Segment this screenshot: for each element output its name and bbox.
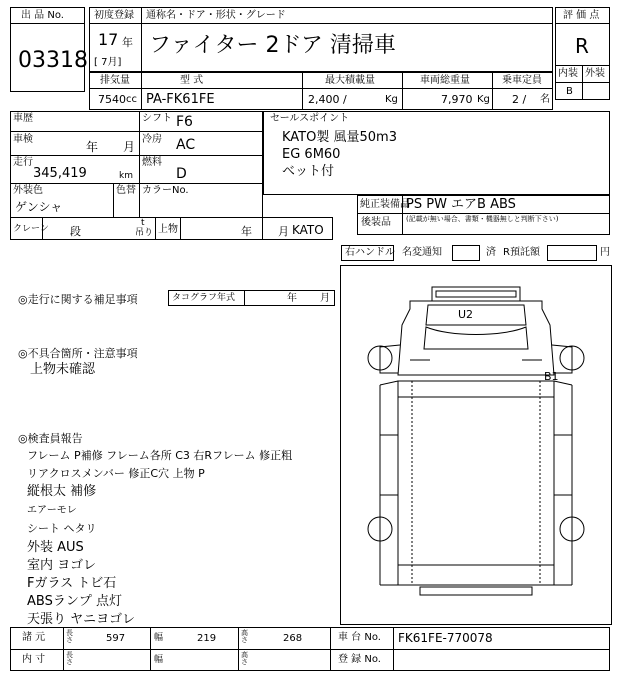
fuel-value: D: [176, 166, 187, 182]
mileage-label: 走行: [13, 157, 33, 168]
tachograph-month: 月: [320, 293, 330, 304]
interior-score: B: [566, 86, 573, 97]
shift-label: シフト: [142, 113, 172, 124]
sales-point-3: ベット付: [282, 164, 335, 179]
exterior-score-label: 外装: [585, 68, 605, 79]
truck-damage-diagram: [340, 265, 612, 625]
color-change-label: 色替: [116, 185, 136, 196]
capacity-label: 乗車定員: [502, 75, 542, 86]
mileage: 345,419: [33, 166, 87, 181]
inspector-report-label: ◎検査員報告: [18, 432, 83, 445]
genuine-equipment: PS PW エアB ABS: [406, 197, 516, 212]
inspector-line-10: 天張り ヤニヨゴレ: [27, 612, 136, 627]
model-name: ファイター 2ドア 清掃車: [149, 33, 396, 58]
lot-number-label: 出 品 No.: [21, 10, 64, 21]
crane-label: クレーン: [13, 224, 49, 234]
displacement-unit: cc: [126, 94, 137, 105]
gross-weight-unit: Kg: [477, 94, 490, 105]
interior-score-label: 内装: [558, 68, 578, 79]
damage-mark-u2: U2: [458, 308, 474, 321]
capacity-unit: 名: [540, 94, 550, 105]
sales-points-label: セールスポイント: [270, 113, 350, 124]
chassis-label: 車 台 No.: [338, 632, 381, 643]
max-load-unit: Kg: [385, 94, 398, 105]
sales-point-1: KATO製 風量50m3: [282, 130, 397, 145]
defect-1: 上物未確認: [30, 362, 96, 377]
model-code-label: 型 式: [180, 75, 204, 86]
tachograph-label: タコグラフ年式: [172, 293, 236, 303]
registration-month: [ 7月]: [94, 57, 122, 68]
interior-length-label: 長さ: [66, 651, 73, 667]
gross-weight: 7,970: [441, 93, 473, 106]
shift-value: F6: [176, 114, 193, 130]
score-label: 評 価 点: [563, 10, 600, 21]
first-registration-label: 初度登録: [94, 10, 134, 21]
max-load: 2,400 /: [308, 93, 347, 106]
inspector-line-8: Fガラス トビ石: [27, 576, 117, 591]
sales-point-2: EG 6M60: [282, 147, 341, 162]
crane-tons: t: [141, 218, 145, 228]
height-label: 高さ: [241, 629, 248, 645]
crane-lift: 吊り: [135, 228, 154, 238]
length-label: 長さ: [66, 629, 73, 645]
max-load-label: 最大積載量: [325, 75, 375, 86]
inspection-label: 車検: [13, 134, 33, 145]
chassis-number: FK61FE-770078: [398, 631, 493, 645]
aftermarket-note: (記載が無い場合、書類・機器無しと判断下さい): [406, 215, 559, 223]
displacement: 7540: [98, 93, 126, 106]
defects-label: ◎不具合箇所・注意事項: [18, 347, 138, 360]
inspection-month: 月: [123, 140, 136, 154]
model-code: PA-FK61FE: [146, 92, 215, 107]
width-value: 219: [197, 633, 217, 644]
recycle-yen-unit: 円: [600, 247, 610, 258]
ac-label: 冷房: [142, 134, 162, 145]
capacity: 2 /: [512, 93, 527, 106]
driving-notes-label: ◎走行に関する補足事項: [18, 293, 138, 306]
inspector-line-4: エアーモレ: [27, 505, 77, 516]
name-change-box: [452, 245, 480, 261]
recycle-settled-label: 済: [486, 247, 496, 258]
displacement-label: 排気量: [100, 75, 130, 86]
exterior-color-label: 外装色: [13, 185, 43, 196]
fuel-label: 燃料: [142, 157, 162, 168]
inspector-line-2: リアクロスメンバー 修正C穴 上物 P: [27, 467, 205, 480]
recycle-deposit-label: R預託額: [503, 247, 540, 258]
history-label: 車歴: [13, 113, 33, 124]
upper-body-label: 上物: [158, 224, 178, 235]
ac-value: AC: [176, 137, 196, 153]
gross-weight-label: 車両総重量: [420, 75, 470, 86]
upper-body-month: 月: [278, 225, 289, 238]
name-change-label: 名変通知: [402, 247, 442, 258]
damage-mark-b1: B1: [544, 370, 559, 383]
inspector-line-6: 外装 AUS: [27, 540, 84, 555]
aftermarket-label: 後装品: [361, 217, 391, 228]
interior-height-label: 高さ: [241, 651, 248, 667]
dims-label: 諸 元: [22, 632, 46, 643]
interior-width-label: 幅: [154, 655, 164, 665]
crane-stages: 段: [70, 225, 81, 238]
upper-body-year: 年: [241, 225, 252, 238]
genuine-equipment-label: 純正装備品: [360, 199, 410, 210]
height-value: 268: [283, 633, 303, 644]
registration-year-unit: 年: [122, 36, 133, 49]
overall-score: R: [575, 34, 589, 58]
length-value: 597: [106, 633, 126, 644]
color-number-label: カラーNo.: [142, 185, 189, 196]
interior-dims-label: 内 寸: [22, 654, 46, 665]
inspector-line-1: フレーム P補修 フレーム各所 C3 右Rフレーム 修正粗: [27, 449, 293, 462]
upper-body-maker: KATO: [292, 223, 324, 237]
handle-position: 右ハンドル: [345, 247, 395, 258]
exterior-color: ゲンシャ: [15, 200, 63, 214]
inspector-line-9: ABSランプ 点灯: [27, 594, 122, 609]
recycle-deposit-box: [547, 245, 597, 261]
inspector-line-7: 室内 ヨゴレ: [27, 558, 97, 573]
registration-year: 17: [98, 30, 119, 49]
inspector-line-5: シート ヘタリ: [27, 522, 97, 535]
inspection-year: 年: [86, 140, 99, 154]
mileage-unit: km: [119, 171, 133, 181]
tachograph-year: 年: [287, 293, 297, 304]
width-label: 幅: [154, 633, 164, 643]
lot-number: 03318: [18, 48, 88, 73]
registration-number-label: 登 録 No.: [338, 654, 381, 665]
model-grade-label: 通称名・ドア・形状・グレード: [146, 10, 286, 21]
inspector-line-3: 縦根太 補修: [27, 484, 97, 499]
